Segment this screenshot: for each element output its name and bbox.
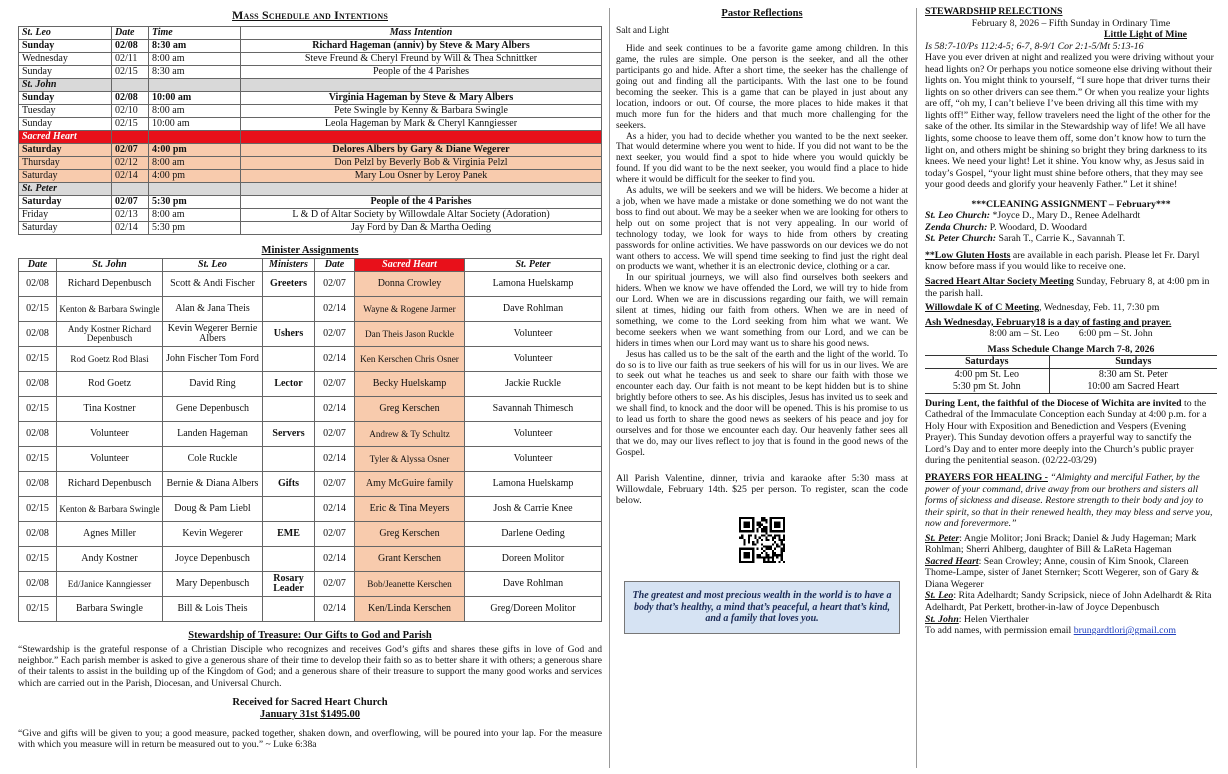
minister-row: [19, 472, 602, 497]
pastor-paragraph: As a hider, you had to decide whether you wanted to be the next seeker. That would determine where you went to hide. If you did not want to be the next seeker, you would find a spot to hide where you would quickly be found. If you did want to be the next seeker, you would find a place to hide where it would be difficult for the seeker to find you.: [616, 131, 908, 186]
minister-cell: 02/14: [315, 347, 355, 372]
minister-cell: Greg Kerschen: [355, 397, 465, 422]
minister-cell: 02/07: [315, 422, 355, 447]
valentine-notice: All Parish Valentine, dinner, trivia and karaoke after 5:30 mass at Willowdale, February 14th. $25 per person. To register, scan the code below.: [616, 472, 908, 507]
cleaning-church: St. Peter Church:: [925, 233, 997, 245]
minister-cell: Greg Kerschen: [355, 522, 465, 547]
minister-cell: 02/08: [19, 522, 57, 547]
prayer-group-parish: Sacred Heart: [925, 555, 979, 567]
minister-row: [19, 372, 602, 397]
mass-header-cell: Time: [149, 27, 241, 40]
minister-cell: Bill & Lois Theis: [163, 597, 263, 622]
contact-text: To add names, with permission email: [925, 625, 1074, 637]
mass-schedule-table: [18, 26, 602, 235]
minister-cell: Wayne & Rogene Jarmer: [355, 297, 465, 322]
minister-header-cell: Date: [19, 259, 57, 272]
altar-society-notice: [925, 276, 1217, 299]
mass-cell: Leola Hageman by Mark & Cheryl Kanngiesser: [241, 117, 602, 130]
cleaning-names: *Joyce D., Mary D., Renee Adelhardt: [990, 210, 1141, 222]
mass-cell: 10:00 am: [149, 91, 241, 104]
mass-cell: [112, 130, 149, 143]
stewardship-title: STEWARDSHIP RELECTIONS: [925, 6, 1063, 17]
minister-row: [19, 272, 602, 297]
minister-row: [19, 522, 602, 547]
mass-row: [19, 39, 602, 52]
minister-cell: Greg/Doreen Molitor: [465, 597, 602, 622]
minister-cell: Bob/Jeanette Kerschen: [355, 572, 465, 597]
mass-cell: L & D of Altar Society by Willowdale Altar Society (Adoration): [241, 208, 602, 221]
minister-cell: Jackie Ruckle: [465, 372, 602, 397]
minister-cell: 02/07: [315, 322, 355, 347]
minister-cell: 02/07: [315, 572, 355, 597]
mass-row: [19, 117, 602, 130]
minister-cell: Savannah Thimesch: [465, 397, 602, 422]
kofc-text: , Wednesday, Feb. 11, 7:30 pm: [1039, 302, 1160, 314]
minister-cell: 02/14: [315, 497, 355, 522]
mass-parish-row: [19, 78, 602, 91]
mass-row: [19, 143, 602, 156]
minister-row: [19, 597, 602, 622]
mass-cell: St. John: [19, 78, 112, 91]
schedule-change-cell: 5:30 pm St. John: [925, 381, 1049, 393]
column-left: [18, 6, 602, 753]
mass-schedule-body: [19, 39, 602, 234]
minister-cell: Greeters: [263, 272, 315, 297]
minister-cell: [263, 497, 315, 522]
minister-cell: Volunteer: [465, 322, 602, 347]
minister-cell: Tina Kostner: [57, 397, 163, 422]
minister-cell: Josh & Carrie Knee: [465, 497, 602, 522]
minister-cell: Kenton & Barbara Swingle: [57, 497, 163, 522]
mass-cell: Sunday: [19, 65, 112, 78]
mass-cell: 02/13: [112, 208, 149, 221]
contact-email-link[interactable]: brungardtlori@gmail.com: [1073, 625, 1177, 637]
mass-cell: 8:00 am: [149, 104, 241, 117]
minister-cell: 02/08: [19, 272, 57, 297]
minister-row: [19, 297, 602, 322]
minister-cell: Mary Depenbusch: [163, 572, 263, 597]
minister-cell: Landen Hageman: [163, 422, 263, 447]
mass-parish-row: [19, 130, 602, 143]
minister-cell: Richard Depenbusch: [57, 472, 163, 497]
minister-cell: 02/15: [19, 397, 57, 422]
mass-cell: [241, 78, 602, 91]
minister-header-cell: St. John: [57, 259, 163, 272]
gluten-text: are available in each parish. Please let Fr. Daryl know before mass if you would like to receive one.: [925, 249, 1200, 273]
minister-cell: Lamona Huelskamp: [465, 272, 602, 297]
minister-cell: Dan Theis Jason Ruckle: [355, 322, 465, 347]
prayer-group: [925, 614, 1217, 626]
mass-cell: 02/12: [112, 156, 149, 169]
minister-cell: Volunteer: [57, 447, 163, 472]
minister-cell: Ed/Janice Kanngiesser: [57, 572, 163, 597]
minister-row: [19, 547, 602, 572]
minister-cell: Dave Rohlman: [465, 297, 602, 322]
schedule-change-header: [925, 356, 1217, 368]
cleaning-list: [925, 210, 1217, 245]
mass-row: [19, 169, 602, 182]
prayer-groups: [925, 533, 1217, 625]
minister-cell: 02/07: [315, 472, 355, 497]
treasure-title: Stewardship of Treasure: Our Gifts to God and Parish: [188, 630, 432, 642]
minister-cell: Becky Huelskamp: [355, 372, 465, 397]
column-right: [925, 6, 1217, 637]
prayers-text: “Almighty and merciful Father, by the power of your command, drive away from our brothers and sisters all forms of sickness and disease. Restore strength to their body and joy to their spirit, so that in their renewed health, they may bless and serve you, now and forevermore.”: [925, 471, 1213, 530]
minister-cell: 02/15: [19, 447, 57, 472]
prayer-group: [925, 590, 1217, 613]
mass-row: [19, 91, 602, 104]
received-amount: January 31st $1495.00: [259, 709, 361, 721]
pastor-title: Pastor Reflections: [721, 8, 803, 19]
minister-cell: Rod Goetz Rod Blasi: [57, 347, 163, 372]
mass-cell: 02/08: [112, 91, 149, 104]
minister-cell: Ushers: [263, 322, 315, 347]
mass-parish-row: [19, 182, 602, 195]
minister-cell: [263, 447, 315, 472]
treasure-body: “Stewardship is the grateful response of a Christian Disciple who recognizes and receives God’s gifts and shares these gifts in love of God and neighbor.” Each parish member is asked to give a generous share of their time to develop their faith so as to better share it with others; a generous share of their talents to assist in the building up of the Kingdom of God; and a generous share of their treasure to support the many good works and services which are carried out in the Parish, Diocesan, and Universal Church.: [18, 643, 602, 689]
mass-cell: 02/10: [112, 104, 149, 117]
minister-cell: [263, 297, 315, 322]
minister-cell: Rod Goetz: [57, 372, 163, 397]
minister-header-row: [19, 259, 602, 272]
stewardship-date: February 8, 2026 – Fifth Sunday in Ordinary Time: [971, 17, 1171, 29]
minister-cell: Bernie & Diana Albers: [163, 472, 263, 497]
minister-cell: 02/14: [315, 397, 355, 422]
wealth-quote-box: [624, 581, 900, 634]
minister-cell: Alan & Jana Theis: [163, 297, 263, 322]
mass-header-cell: Mass Intention: [241, 27, 602, 40]
schedule-change-cell: 8:30 am St. Peter: [1098, 369, 1168, 381]
pastor-reflection-body: [616, 44, 908, 458]
mass-cell: 02/08: [112, 39, 149, 52]
lent-text: to the Cathedral of the Immaculate Conception each Sunday at 4:00 p.m. for a Holy Hour with Exposition and Benediction and Vespers (Evening Prayer). This Sunday devotion offers a prayerful way to sanctify the Lord’s Day and to enter more deeply into the Church’s public prayer during the penitential season. (02/22-03/29): [925, 397, 1207, 467]
cleaning-title: ***CLEANING ASSIGNMENT – February***: [971, 198, 1171, 210]
mass-cell: 02/14: [112, 169, 149, 182]
mass-header-row: [19, 27, 602, 40]
minister-cell: 02/08: [19, 422, 57, 447]
mass-cell: [112, 78, 149, 91]
mass-row: [19, 52, 602, 65]
minister-cell: 02/07: [315, 272, 355, 297]
minister-cell: Cole Ruckle: [163, 447, 263, 472]
mass-cell: 8:30 am: [149, 65, 241, 78]
lent-notice: [925, 398, 1217, 467]
minister-cell: Donna Crowley: [355, 272, 465, 297]
prayer-group-names: : Rita Adelhardt; Sandy Scripsick, niece of John Adelhardt & Rita Adelhardt, Pat Perkett, brother-in-law of Joyce Depenbusch: [925, 590, 1212, 613]
minister-cell: Gene Depenbusch: [163, 397, 263, 422]
mass-cell: [149, 78, 241, 91]
mass-cell: People of the 4 Parishes: [241, 65, 602, 78]
minister-cell: EME: [263, 522, 315, 547]
mass-cell: Friday: [19, 208, 112, 221]
pastor-paragraph: Hide and seek continues to be a favorite game among children. In this game, the rules are simple. One person is the seeker, and all the other participants go and hide. After a short time, the seeker has the challenge of going out and finding all the participants. With the last one to be found becoming the seeker. This is a game that can be played in just about any location, indoors or out. Of course, the more places to hide makes it that much more fun for the hiders and that much more challenging for the seekers.: [616, 44, 908, 131]
mass-header-cell: Date: [112, 27, 149, 40]
cleaning-line: [925, 222, 1217, 234]
minister-cell: Volunteer: [465, 447, 602, 472]
minister-cell: Ken/Linda Kerschen: [355, 597, 465, 622]
minister-cell: 02/15: [19, 497, 57, 522]
prayers-for-healing: [925, 472, 1217, 530]
pastor-paragraph: As adults, we will be seekers and we will be hiders. We become a hider at a job, when we have made a mistake or done something we do not want the boss to find out about. We may be a seeker when we are looking for others to help out on some project that is not very appealing. In our world of technology today, we look for ways to hide from others by creating passwords for online activities. We have passwords on our devices we do not want others to access. We will spend time seeking to find just the right deal on products we want, whether it is an electronic device, clothing or a car.: [616, 186, 908, 273]
column-middle: [616, 6, 908, 634]
minister-cell: Lector: [263, 372, 315, 397]
kofc-notice: [925, 302, 1217, 314]
minister-cell: Grant Kerschen: [355, 547, 465, 572]
minister-cell: 02/07: [315, 372, 355, 397]
minister-cell: Joyce Depenbusch: [163, 547, 263, 572]
minister-cell: 02/15: [19, 297, 57, 322]
mass-row: [19, 104, 602, 117]
minister-cell: Agnes Miller: [57, 522, 163, 547]
minister-cell: Ken Kerschen Chris Osner: [355, 347, 465, 372]
minister-cell: Richard Depenbusch: [57, 272, 163, 297]
mass-cell: [241, 182, 602, 195]
schedule-change-cell: 10:00 am Sacred Heart: [1087, 380, 1180, 392]
minister-header-cell: St. Peter: [465, 259, 602, 272]
mass-cell: 8:00 am: [149, 156, 241, 169]
schedule-change-header-cell: Saturdays: [925, 356, 1049, 368]
mass-cell: 02/07: [112, 195, 149, 208]
mass-cell: [149, 182, 241, 195]
received-title: Received for Sacred Heart Church: [232, 696, 388, 708]
minister-cell: 02/08: [19, 372, 57, 397]
mass-cell: People of the 4 Parishes: [241, 195, 602, 208]
mass-cell: Richard Hageman (anniv) by Steve & Mary Albers: [241, 39, 602, 52]
prayer-group-parish: St. Peter: [925, 532, 960, 544]
cleaning-names: P. Woodard, D. Woodard: [987, 221, 1087, 233]
minister-body: [19, 272, 602, 622]
schedule-change-title: Mass Schedule Change March 7-8, 2026: [925, 344, 1217, 357]
mass-cell: 8:30 am: [149, 39, 241, 52]
pastor-subtitle: Salt and Light: [616, 26, 670, 37]
schedule-change-row: [925, 381, 1217, 393]
schedule-change-table: [925, 356, 1217, 392]
minister-cell: Kenton & Barbara Swingle: [57, 297, 163, 322]
mass-cell: 5:30 pm: [149, 195, 241, 208]
minister-cell: Rosary Leader: [263, 572, 315, 597]
minister-row: [19, 447, 602, 472]
qr-code-icon[interactable]: [739, 517, 785, 563]
minister-cell: 02/08: [19, 322, 57, 347]
minister-assignments-table: [18, 258, 602, 622]
cleaning-church: Zenda Church:: [925, 221, 988, 233]
minister-row: [19, 347, 602, 372]
mass-cell: [241, 130, 602, 143]
mass-header-cell: St. Leo: [19, 27, 112, 40]
minister-row: [19, 572, 602, 597]
mass-cell: Sunday: [19, 39, 112, 52]
minister-cell: 02/15: [19, 597, 57, 622]
minister-cell: Scott & Andi Fischer: [163, 272, 263, 297]
mass-cell: 8:00 am: [149, 208, 241, 221]
ash-wednesday-times: 8:00 am – St. Leo 6:00 pm – St. John: [989, 328, 1153, 340]
mass-cell: 02/07: [112, 143, 149, 156]
mass-cell: Saturday: [19, 169, 112, 182]
mass-schedule-title: Mass Schedule and Intentions: [232, 8, 388, 22]
prayers-label: PRAYERS FOR HEALING -: [925, 471, 1048, 483]
mass-cell: 8:00 am: [149, 52, 241, 65]
minister-cell: Volunteer: [57, 422, 163, 447]
lent-bold: During Lent, the faithful of the Diocese of Wichita are invited: [925, 397, 1182, 409]
minister-cell: Darlene Oeding: [465, 522, 602, 547]
minister-cell: Eric & Tina Meyers: [355, 497, 465, 522]
mass-cell: St. Peter: [19, 182, 112, 195]
minister-row: [19, 397, 602, 422]
mass-row: [19, 65, 602, 78]
minister-cell: [263, 597, 315, 622]
minister-cell: Barbara Swingle: [57, 597, 163, 622]
stewardship-readings: Is 58:7-10/Ps 112:4-5; 6-7, 8-9/1 Cor 2:1-5/Mt 5:13-16: [925, 40, 1144, 52]
minister-cell: Doug & Pam Liebl: [163, 497, 263, 522]
minister-row: [19, 322, 602, 347]
minister-cell: 02/07: [315, 522, 355, 547]
cleaning-line: [925, 210, 1217, 222]
stewardship-body: Have you ever driven at night and realized you were driving without your head lights on? Or perhaps you notice someone else driving without their lights on. You might think to yourself, “I sure hope that driver turns their lights on so other drivers can see them.” Or when you realize your lights are off, “oh my, I can’t believe I’ve been driving all this time with my lights off!” Either way, fellow travelers need the light of the other for the sake of the other. Its similar in the Stewardship way of life! We all have lights, some choose to leave them off, some don’t know how to turn the light on, and others might be shining so bright they bring darkness to its knees. We need your light! Let it shine. You know why, as Jesus said in today’s Gospel, “your light must shine before others, that they may see your good deeds and glorify your heavenly Father.” Let it shine!: [925, 52, 1214, 191]
minister-header-cell: Date: [315, 259, 355, 272]
minister-cell: Doreen Molitor: [465, 547, 602, 572]
mass-cell: Saturday: [19, 143, 112, 156]
stewardship-subtitle: Little Light of Mine: [1104, 29, 1187, 41]
minister-cell: Tyler & Alyssa Osner: [355, 447, 465, 472]
minister-cell: [263, 397, 315, 422]
minister-cell: 02/14: [315, 597, 355, 622]
cleaning-line: [925, 233, 1217, 245]
minister-cell: Volunteer: [465, 422, 602, 447]
mass-cell: 4:00 pm: [149, 143, 241, 156]
ash-wednesday-notice: Ash Wednesday, February18 is a day of fasting and prayer.: [925, 316, 1172, 328]
prayer-group-names: : Angie Molitor; Joni Brack; Daniel & Judy Hageman; Mark Rohlman; Sherri Ahlberg, daughter of Bill & LaReta Hageman: [925, 532, 1197, 556]
schedule-change-cell: 4:00 pm St. Leo: [925, 369, 1049, 381]
mass-cell: Steve Freund & Cheryl Freund by Will & Thea Schnittker: [241, 52, 602, 65]
prayer-group: [925, 533, 1217, 556]
mass-cell: 02/15: [112, 117, 149, 130]
minister-cell: Kevin Wegerer Bernie Albers: [163, 322, 263, 347]
minister-cell: Dave Rohlman: [465, 572, 602, 597]
minister-cell: 02/15: [19, 347, 57, 372]
schedule-change-row: [925, 369, 1217, 381]
minister-cell: 02/14: [315, 447, 355, 472]
mass-cell: 5:30 pm: [149, 221, 241, 234]
mass-cell: 02/15: [112, 65, 149, 78]
prayer-group: [925, 556, 1217, 591]
mass-cell: 4:00 pm: [149, 169, 241, 182]
minister-header-cell: Sacred Heart: [355, 259, 465, 272]
minister-cell: Amy McGuire family: [355, 472, 465, 497]
mass-cell: Sunday: [19, 91, 112, 104]
minister-cell: 02/14: [315, 297, 355, 322]
mass-cell: Don Pelzl by Beverly Bob & Virginia Pelzl: [241, 156, 602, 169]
gluten-label: **Low Gluten Hosts: [925, 249, 1011, 261]
minister-cell: 02/08: [19, 572, 57, 597]
mass-cell: Delores Albers by Gary & Diane Wegerer: [241, 143, 602, 156]
minister-cell: Lamona Huelskamp: [465, 472, 602, 497]
minister-cell: 02/14: [315, 547, 355, 572]
minister-cell: Andrew & Ty Schultz: [355, 422, 465, 447]
minister-row: [19, 497, 602, 522]
cleaning-church: St. Leo Church:: [925, 210, 991, 222]
mass-row: [19, 208, 602, 221]
minister-cell: Andy Kostner Richard Depenbusch: [57, 322, 163, 347]
minister-cell: 02/08: [19, 472, 57, 497]
mass-cell: Virginia Hageman by Steve & Mary Albers: [241, 91, 602, 104]
minister-cell: [263, 547, 315, 572]
minister-cell: John Fischer Tom Ford: [163, 347, 263, 372]
mass-cell: Wednesday: [19, 52, 112, 65]
minister-cell: Kevin Wegerer: [163, 522, 263, 547]
mass-row: [19, 195, 602, 208]
gluten-notice: [925, 250, 1217, 273]
minister-cell: Gifts: [263, 472, 315, 497]
mass-cell: Thursday: [19, 156, 112, 169]
minister-header-cell: Ministers: [263, 259, 315, 272]
prayer-group-names: : Helen Vierthaler: [958, 613, 1029, 625]
minister-assignments-title: Minister Assignments: [261, 244, 359, 256]
cleaning-names: Sarah T., Carrie K., Savannah T.: [996, 233, 1126, 245]
mass-cell: [112, 182, 149, 195]
minister-cell: David Ring: [163, 372, 263, 397]
minister-row: [19, 422, 602, 447]
mass-cell: 10:00 am: [149, 117, 241, 130]
altar-label: Sacred Heart Altar Society Meeting: [925, 276, 1074, 288]
mass-cell: Mary Lou Osner by Leroy Panek: [241, 169, 602, 182]
prayer-group-parish: St. John: [925, 613, 959, 625]
minister-header-cell: St. Leo: [163, 259, 263, 272]
minister-cell: Servers: [263, 422, 315, 447]
mass-cell: 02/11: [112, 52, 149, 65]
minister-cell: Volunteer: [465, 347, 602, 372]
schedule-change-header-cell: Sundays: [1049, 356, 1217, 368]
mass-cell: Saturday: [19, 195, 112, 208]
mass-row: [19, 156, 602, 169]
pastor-paragraph: Jesus has called us to be the salt of the earth and the light of the world. To do so is to live our faith as true seekers of his will for us in our lives. We are to seek out what he teaches us and seek to share our faith with those we encounter each day. Our faith is not meant to be kept hidden but is to shine brightly before others to see. As his disciples, Jesus has invited us to seek and we shall find, to knock and the door will be opened. This is his promise to us to lead us forth to share the good news as seekers of his peace and joy for ourselves and for those we encounter each day. Our heavenly father sees all that we do, may our lives reflect to joy that is found in the good news of the Gospel.: [616, 349, 908, 458]
pastor-paragraph: In our spiritual journeys, we will also find ourselves both seekers and hiders. When we know we have offended the Lord, we will try to hide from our Lord. When we are in discussions regarding our faith, we will remain silent at times, hiding our faith from others. When we are in need of something, we come to the Lord seeking from him what we want. We become seekers when we want something from our Lord, and we can be hiders in times when our Lord may want us to share his good news.: [616, 273, 908, 349]
mass-cell: Tuesday: [19, 104, 112, 117]
minister-cell: [263, 347, 315, 372]
minister-cell: Andy Kostner: [57, 547, 163, 572]
mass-cell: Sacred Heart: [19, 130, 112, 143]
kofc-label: Willowdale K of C Meeting: [925, 302, 1040, 314]
mass-cell: Jay Ford by Dan & Martha Oeding: [241, 221, 602, 234]
wealth-quote: The greatest and most precious wealth in the world is to have a body that’s healthy, a mind that’s peaceful, a heart that’s kind, and a family that loves you.: [632, 589, 892, 625]
prayers-contact: [925, 625, 1217, 637]
prayer-group-parish: St. Leo: [925, 590, 954, 602]
mass-cell: 02/14: [112, 221, 149, 234]
luke-quote: “Give and gifts will be given to you; a good measure, packed together, shaken down, and overflowing, will be poured into your lap. For the measure with which you measure will in return be measured out to you.” ~ Luke 6:38a: [18, 727, 602, 751]
altar-text: Sunday, February 8, at 4:00 pm in the parish hall.: [925, 276, 1210, 299]
prayer-group-names: : Sean Crowley; Anne, cousin of Kim Snook, Clareen Thome-Lampe, sister of Janet Sternker; Scott Wegerer, son of Gary & Diana Wegerer: [925, 555, 1199, 590]
mass-cell: Saturday: [19, 221, 112, 234]
mass-row: [19, 221, 602, 234]
mass-cell: Pete Swingle by Kenny & Barbara Swingle: [241, 104, 602, 117]
mass-cell: Sunday: [19, 117, 112, 130]
minister-cell: 02/15: [19, 547, 57, 572]
mass-cell: [149, 130, 241, 143]
